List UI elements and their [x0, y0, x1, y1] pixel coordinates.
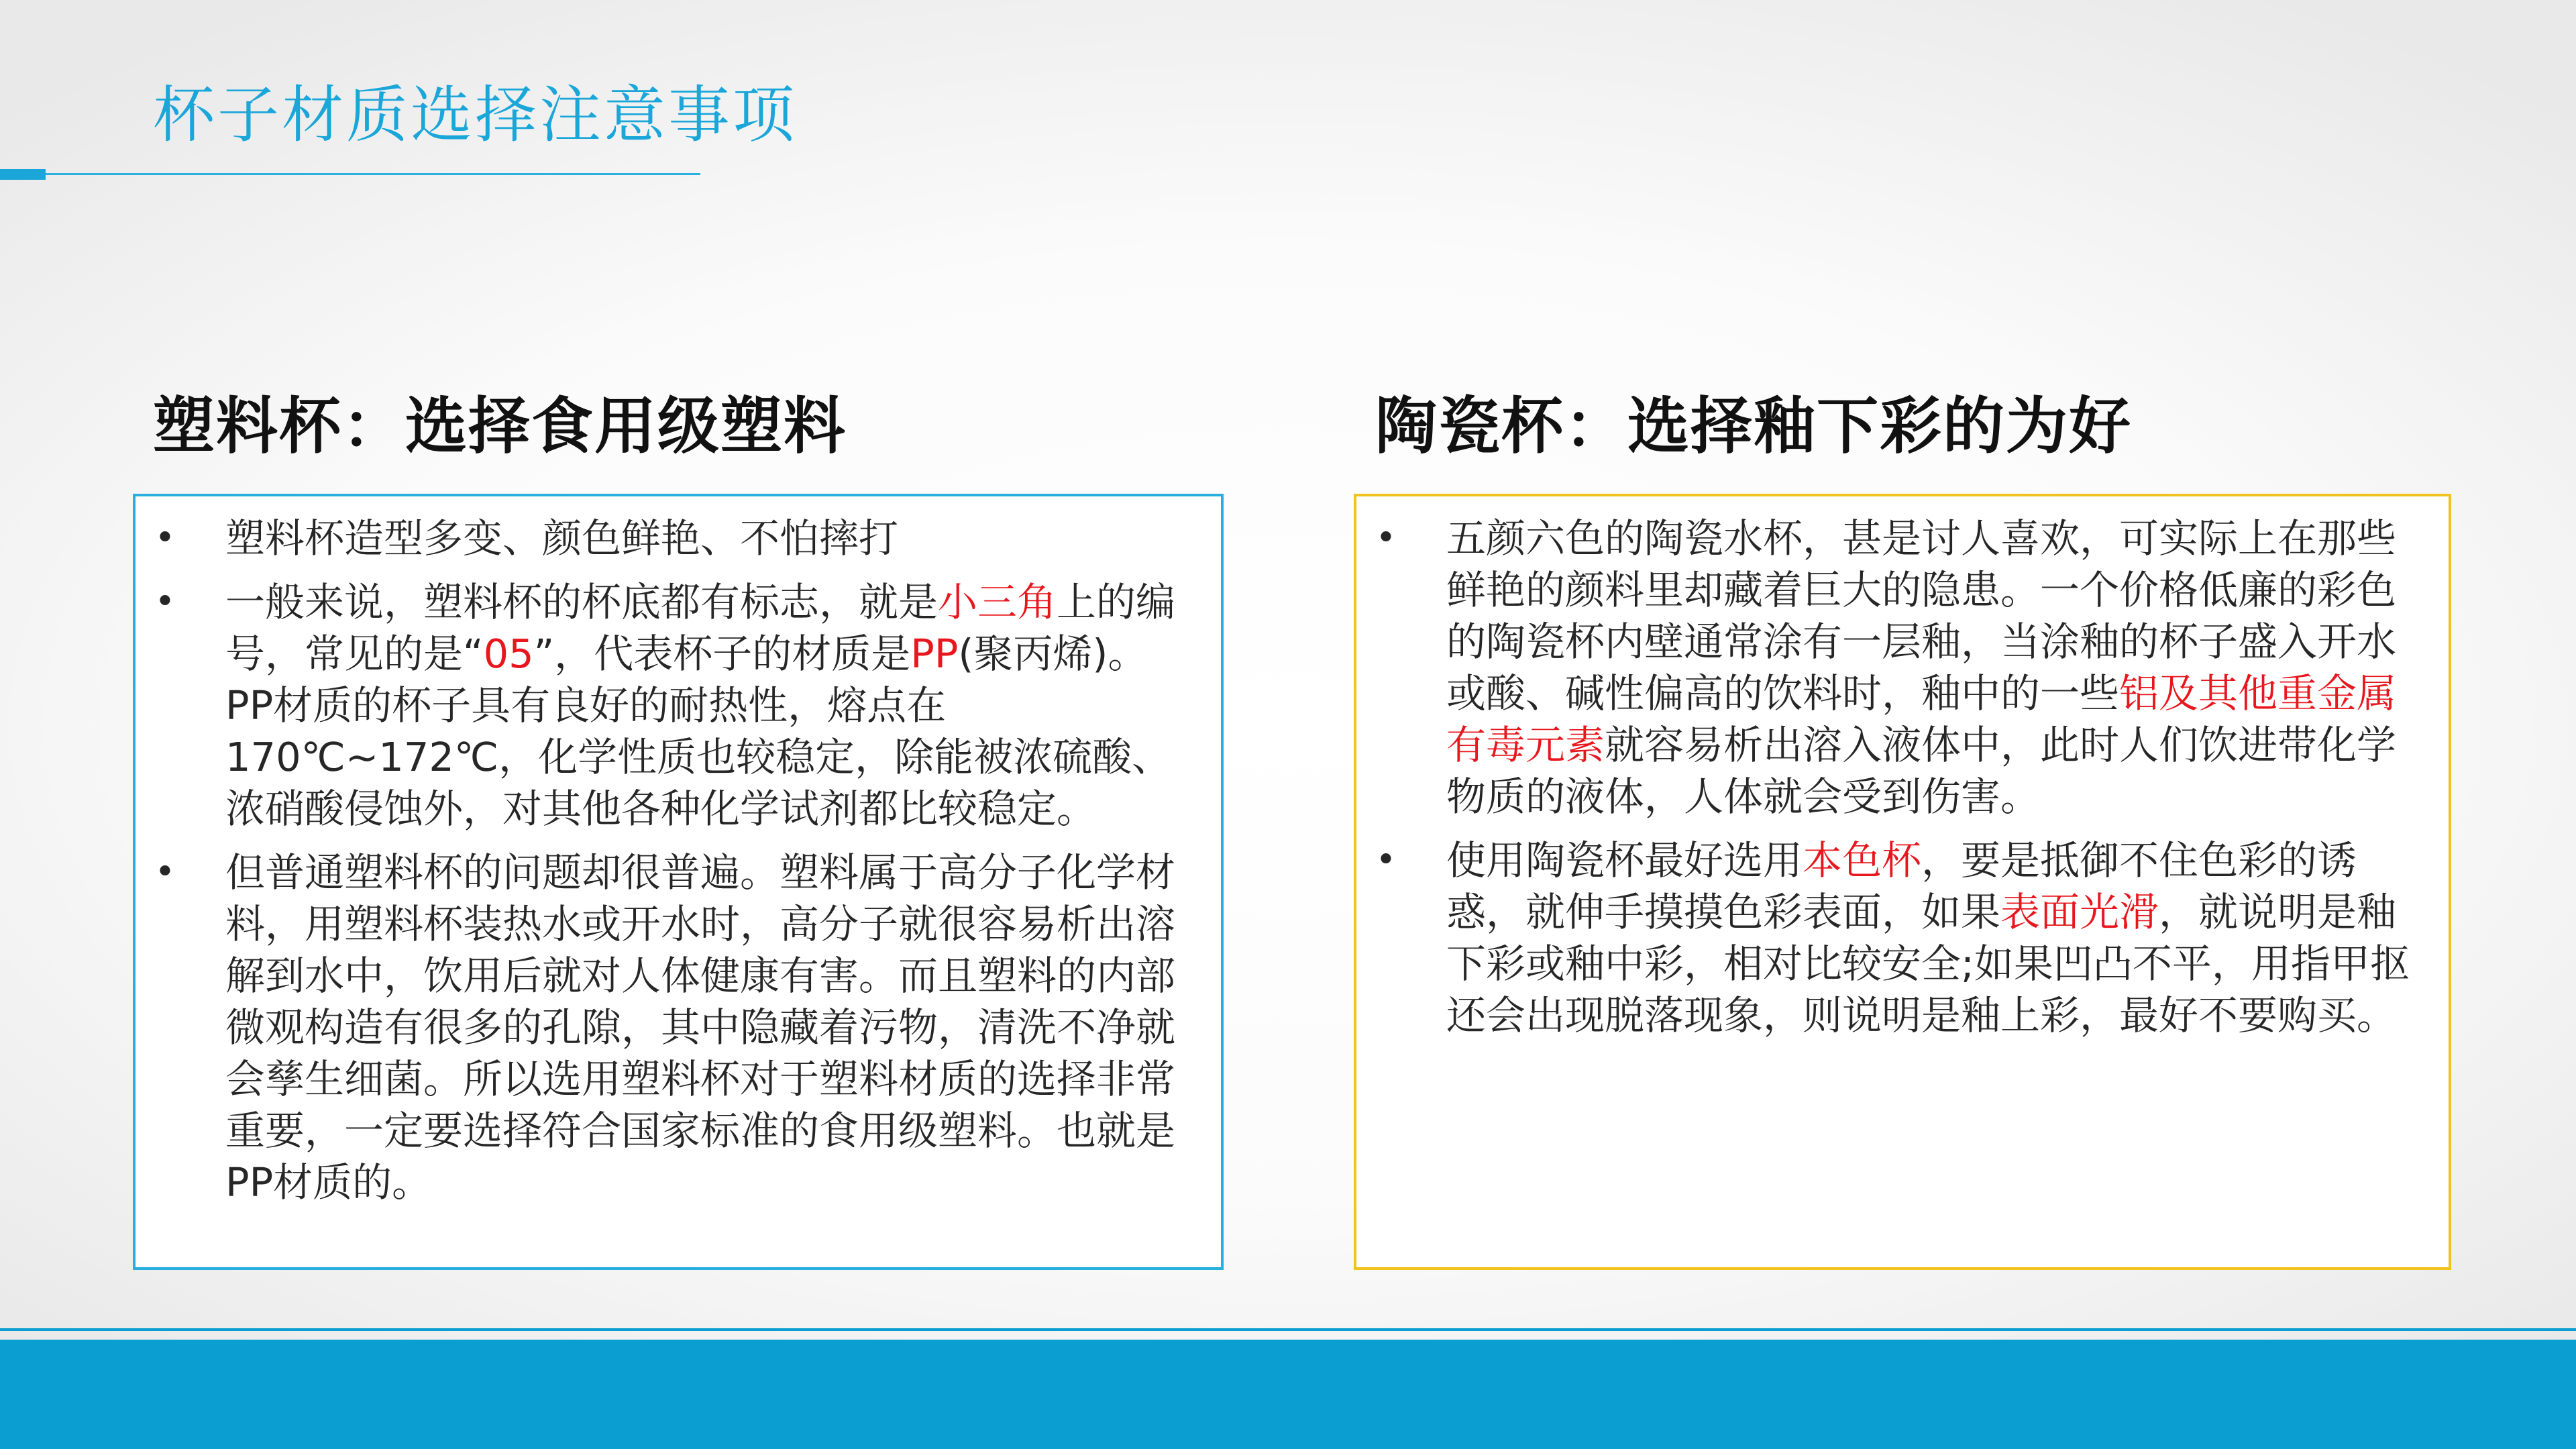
title-underline [46, 173, 700, 175]
plastic-cup-heading: 塑料杯：选择食用级塑料 [153, 390, 847, 462]
bullet-icon: • [154, 582, 176, 622]
bullet-icon: • [154, 518, 176, 558]
footer-band [0, 1340, 2576, 1449]
ceramic-cup-heading: 陶瓷杯：选择釉下彩的为好 [1375, 390, 2133, 462]
highlight-text: 本色杯 [1803, 837, 1922, 883]
plastic-cup-panel [133, 494, 1224, 1270]
item-text: ，就说明是釉下彩或釉中彩，相对比较安全;如果凹凸不平，用指甲抠还会出现脱落现象，则说明是釉上彩，最好不要购买。 [1446, 889, 2410, 1038]
title-accent-bar [0, 169, 46, 180]
item-text: 但普通塑料杯的问题却很普遍。塑料属于高分子化学材料，用塑料杯装热水或开水时，高分子就很容易析出溶解到水中，饮用后就对人体健康有害。而且塑料的内部微观构造有很多的孔隙，其中隐藏着污物，清洗不净就会孳生细菌。所以选用塑料杯对于塑料材质的选择非常重要，一定要选择符合国家标准的食用级塑料。也就是PP材质的。 [225, 849, 1176, 1205]
item-text: ”，代表杯子的材质是 [533, 631, 911, 677]
item-text: (聚丙烯)。PP材质的杯子具有良好的耐热性，熔点在170℃~172℃，化学性质也较稳定，除能被浓硫酸、浓硝酸侵蚀外，对其他各种化学试剂都比较稳定。 [225, 631, 1172, 832]
item-text: 塑料杯造型多变、颜色鲜艳、不怕摔打 [225, 515, 899, 561]
item-text: 上的编号，常见的是“ [225, 579, 1176, 677]
highlight-text: 05 [483, 631, 534, 677]
bullet-icon: • [1375, 518, 1397, 558]
bullet-icon: • [154, 852, 176, 892]
slide-title: 杯子材质选择注意事项 [153, 79, 798, 151]
plastic-cup-bullet-list [136, 513, 1216, 1220]
list-item [1356, 835, 2443, 1041]
highlight-text: 表面光滑 [2000, 889, 2159, 935]
item-text: 五颜六色的陶瓷水杯，甚是讨人喜欢，可实际上在那些鲜艳的颜料里却藏着巨大的隐患。一个价格低廉的彩色的陶瓷杯内壁通常涂有一层釉，当涂釉的杯子盛入开水或酸、碱性偏高的饮料时，釉中的一些 [1446, 515, 2397, 716]
list-item [136, 576, 1216, 835]
list-item [136, 513, 1216, 564]
list-item [1356, 513, 2443, 822]
ceramic-cup-panel [1354, 494, 2451, 1270]
item-text: 使用陶瓷杯最好选用 [1446, 837, 1803, 883]
list-item [136, 847, 1216, 1208]
item-text: 就容易析出溶入液体中，此时人们饮进带化学物质的液体，人体就会受到伤害。 [1446, 722, 2397, 820]
highlight-text: 铝及其他重金属有毒元素 [1446, 670, 2397, 768]
bullet-icon: • [1375, 840, 1397, 880]
footer-divider [0, 1328, 2576, 1331]
highlight-text: 小三角 [938, 579, 1057, 625]
ceramic-cup-bullet-list [1356, 513, 2443, 1053]
item-text: 一般来说，塑料杯的杯底都有标志，就是 [225, 579, 938, 625]
highlight-text: PP [910, 631, 959, 677]
item-text: ，要是抵御不住色彩的诱惑，就伸手摸摸色彩表面，如果 [1446, 837, 2357, 935]
